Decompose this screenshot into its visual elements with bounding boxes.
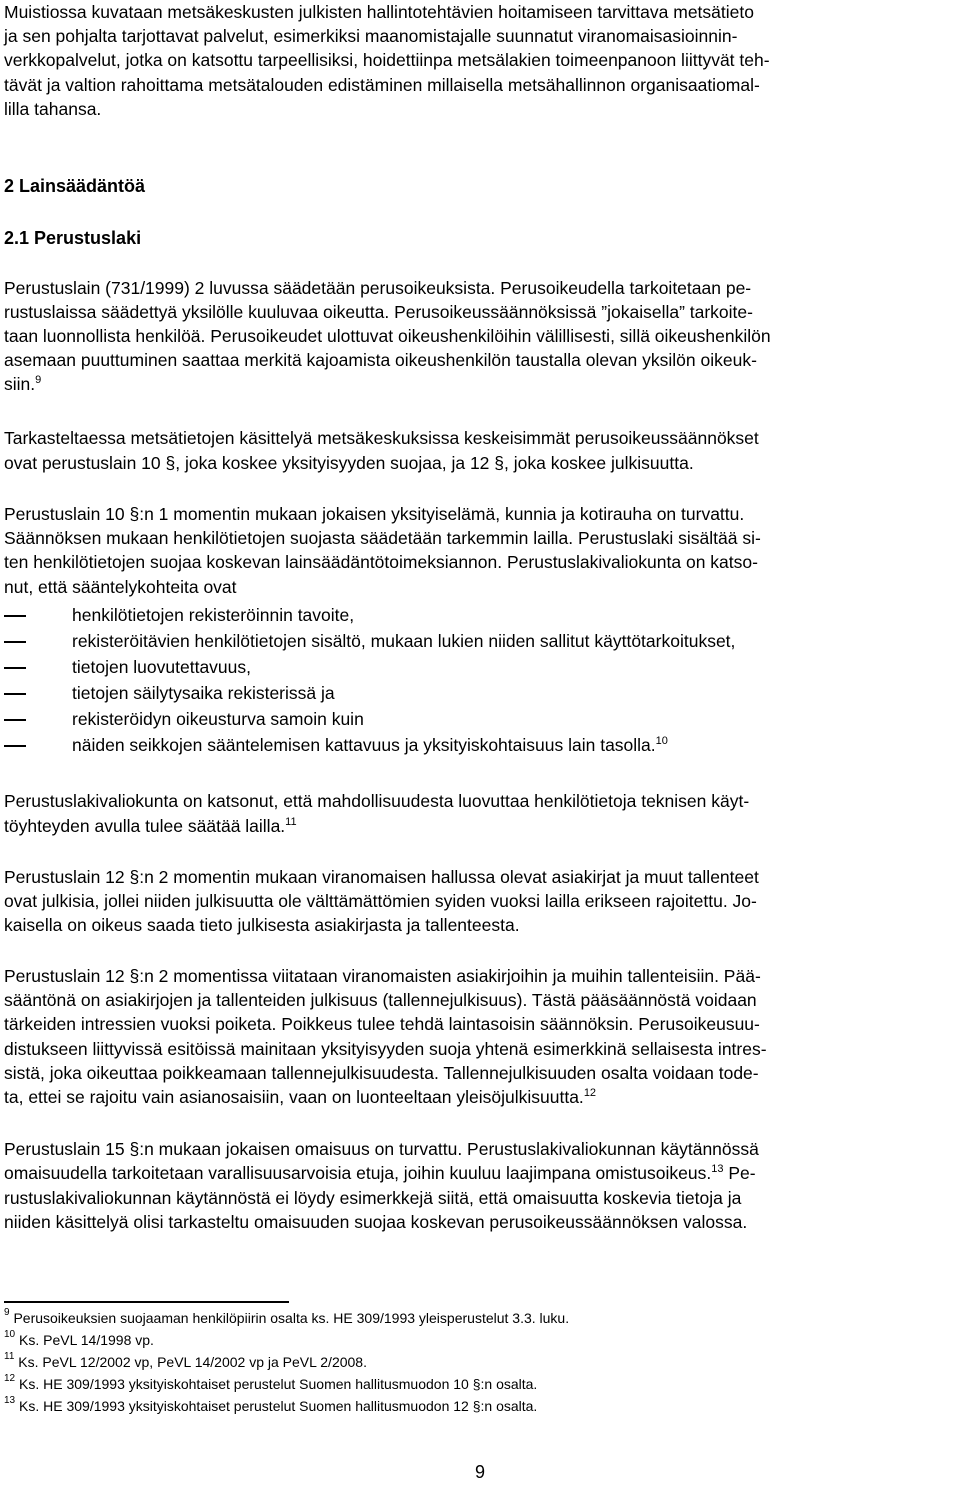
paragraph-text: Perustuslain 10 §:n 1 momentin mukaan jokaisen yksityiselämä, kunnia ja kotirauha on turvattu. <box>4 504 745 524</box>
paragraph-line <box>4 1038 767 1060</box>
list-item <box>4 734 956 756</box>
paragraph-text: siin. <box>4 374 36 394</box>
paragraph-line <box>4 1013 760 1035</box>
intro-text: lilla tahansa. <box>4 99 102 119</box>
list-item-text <box>72 734 668 756</box>
footnote-number: 10 <box>4 1329 16 1340</box>
list-item <box>4 630 956 652</box>
paragraph-line <box>4 989 757 1011</box>
paragraph-text: ovat julkisia, jollei niiden julkisuutta ole välttämättömien syiden vuoksi lailla erikseen rajoitettu. Jo- <box>4 891 757 911</box>
footnote-divider <box>4 1301 289 1303</box>
dash-icon <box>4 667 26 669</box>
intro-text: verkkopalvelut, jotka on katsottu tarpeellisiksi, hoidettiinpa metsälakien toimeenpanoon liittyvät teh- <box>4 50 770 70</box>
paragraph-line <box>4 790 749 812</box>
intro-text: Muistiossa kuvataan metsäkeskusten julkisten hallintotehtävien hoitamiseen tarvittava metsätieto <box>4 2 754 22</box>
paragraph-text: rustuslakivaliokunnan käytännöstä ei löydy esimerkkejä siitä, että omaisuutta koskevia tietoja ja <box>4 1188 742 1208</box>
paragraph-line <box>4 1162 756 1184</box>
intro-line <box>4 25 737 47</box>
dash-icon <box>4 615 26 617</box>
paragraph-line <box>4 866 759 888</box>
paragraph-line <box>4 1211 747 1233</box>
footnote-text: Perusoikeuksien suojaaman henkilöpiirin osalta ks. HE 309/1993 yleisperustelut 3.3. luku. <box>13 1310 570 1326</box>
footnote <box>4 1309 569 1327</box>
paragraph-text: ten henkilötietojen suojaa koskevan lainsäädäntötoimeksiannon. Perustuslakivaliokunta on katso- <box>4 552 758 572</box>
footnote-text: Ks. PeVL 14/1998 vp. <box>19 1332 154 1348</box>
dash-icon <box>4 719 26 721</box>
footnote-text: Ks. HE 309/1993 yksityiskohtaiset perustelut Suomen hallitusmuodon 10 §:n osalta. <box>19 1376 538 1392</box>
paragraph-line <box>4 1086 596 1108</box>
list-item <box>4 708 956 730</box>
section-heading: 2 Lainsäädäntöä <box>4 176 146 196</box>
paragraph-text: sistä, joka oikeuttaa poikkeamaan tallennejulkisuudesta. Tallennejulkisuuden osalta voidaan tode- <box>4 1063 759 1083</box>
footnote-number: 13 <box>4 1395 16 1406</box>
footnote-ref[interactable]: 12 <box>583 1087 597 1099</box>
paragraph-line <box>4 301 753 323</box>
list-item <box>4 682 956 704</box>
paragraph-text: Perustuslain 12 §:n 2 momentissa viitataan viranomaisten asiakirjoihin ja muihin tallenteisiin. Pää- <box>4 966 761 986</box>
footnote-ref[interactable]: 11 <box>285 816 297 828</box>
paragraph-line <box>4 503 744 525</box>
footnote-text: Ks. PeVL 12/2002 vp, PeVL 14/2002 vp ja PeVL 2/2008. <box>18 1354 367 1370</box>
paragraph-text: Perustuslakivaliokunta on katsonut, että mahdollisuudesta luovuttaa henkilötietoja teknisen käyt- <box>4 791 750 811</box>
intro-line <box>4 1 956 23</box>
paragraph-text: sääntönä on asiakirjojen ja tallenteiden julkisuus (tallennejulkisuus). Tästä pääsäännöstä voidaan <box>4 990 757 1010</box>
dash-icon <box>4 641 26 643</box>
paragraph-line <box>4 1062 759 1084</box>
paragraph-line <box>4 1138 759 1160</box>
list-item-text-body: näiden seikkojen sääntelemisen kattavuus ja yksityiskohtaisuus lain tasolla. <box>72 735 656 755</box>
list-item-text: tietojen säilytysaika rekisterissä ja <box>72 683 335 703</box>
paragraph-line <box>4 277 751 299</box>
paragraph-line <box>4 349 757 371</box>
footnote-ref[interactable]: 13 <box>711 1163 724 1175</box>
paragraph-text: Säännöksen mukaan henkilötietojen suojasta säädetään tarkemmin lailla. Perustuslaki sisältää si- <box>4 528 761 548</box>
paragraph-line <box>4 452 694 474</box>
paragraph-text: taan luonnollista henkilöä. Perusoikeudet ulottuvat oikeushenkilöihin välillisesti, sillä oikeushenkilön <box>4 326 771 346</box>
footnote <box>4 1375 537 1393</box>
paragraph-line <box>4 914 520 936</box>
footnote-ref[interactable]: 9 <box>35 374 42 386</box>
paragraph-text: ovat perustuslain 10 §, joka koskee yksityisyyden suojaa, ja 12 §, joka koskee julkisuutta. <box>4 453 694 473</box>
footnote-ref[interactable]: 10 <box>655 735 668 747</box>
paragraph-text: distukseen liittyvissä esitöissä mainitaan yksityisyyden suoja yhtenä esimerkkinä sellaisesta intres- <box>4 1039 767 1059</box>
paragraph-text: Perustuslain (731/1999) 2 luvussa säädetään perusoikeuksista. Perusoikeudella tarkoitetaan pe- <box>4 278 752 298</box>
paragraph-line <box>4 576 237 598</box>
paragraph-line <box>4 427 759 449</box>
subsection-heading: 2.1 Perustuslaki <box>4 228 142 248</box>
intro-text: ja sen pohjalta tarjottavat palvelut, esimerkiksi maanomistajalle suunnatut viranomaisasioinnin- <box>4 26 738 46</box>
dash-icon <box>4 745 26 747</box>
paragraph-text: omaisuudella tarkoitetaan varallisuusarvoisia etuja, joihin kuuluu laajimpana omistusoikeus. <box>4 1163 712 1183</box>
paragraph-text: Perustuslain 15 §:n mukaan jokaisen omaisuus on turvattu. Perustuslakivaliokunnan käytännössä <box>4 1139 759 1159</box>
paragraph-line <box>4 551 758 573</box>
intro-line <box>4 74 760 96</box>
dash-icon <box>4 693 26 695</box>
paragraph-text: Pe- <box>723 1163 756 1183</box>
paragraph-text: tärkeiden intressien vuoksi poiketa. Poikkeus tulee tehdä laintasoisin säännöksin. Perusoikeusuu- <box>4 1014 760 1034</box>
footnote-text: Ks. HE 309/1993 yksityiskohtaiset perustelut Suomen hallitusmuodon 12 §:n osalta. <box>19 1398 538 1414</box>
page-number: 9 <box>474 1462 485 1482</box>
footnote-number: 9 <box>4 1307 10 1318</box>
footnote-number: 12 <box>4 1373 16 1384</box>
paragraph-text: ta, ettei se rajoitu vain asianosaisiin, vaan on luonteeltaan yleisöjulkisuutta. <box>4 1087 584 1107</box>
paragraph-text: nut, että sääntelykohteita ovat <box>4 577 237 597</box>
list-item <box>4 604 956 626</box>
list-item-text: rekisteröitävien henkilötietojen sisältö, mukaan lukien niiden sallitut käyttötarkoitukset, <box>72 631 736 651</box>
footnote <box>4 1353 367 1371</box>
footnote <box>4 1331 154 1349</box>
intro-line <box>4 49 770 71</box>
paragraph-text: kaisella on oikeus saada tieto julkisesta asiakirjasta ja tallenteesta. <box>4 915 520 935</box>
intro-line <box>4 98 101 120</box>
intro-text: tävät ja valtion rahoittama metsätalouden edistäminen millaisella metsähallinnon organisaatiomal- <box>4 75 760 95</box>
paragraph-line <box>4 815 297 837</box>
footnote <box>4 1397 537 1415</box>
paragraph-text: töyhteyden avulla tulee säätää lailla. <box>4 816 286 836</box>
footnote-number: 11 <box>4 1351 15 1362</box>
list-item-text: henkilötietojen rekisteröinnin tavoite, <box>72 605 355 625</box>
paragraph-line <box>4 1187 741 1209</box>
paragraph-line <box>4 965 761 987</box>
paragraph-line <box>4 890 757 912</box>
paragraph-line <box>4 325 771 347</box>
list-item <box>4 656 956 678</box>
paragraph-text: niiden käsittelyä olisi tarkasteltu omaisuuden suojaa koskevan perusoikeussäännöksen valossa. <box>4 1212 748 1232</box>
paragraph-text: asemaan puuttuminen saattaa merkitä kajoamista oikeushenkilön taustalla olevan yksilön oikeuk- <box>4 350 757 370</box>
paragraph-text: Tarkasteltaessa metsätietojen käsittelyä metsäkeskuksissa keskeisimmät perusoikeussäännökset <box>4 428 759 448</box>
paragraph-text: rustuslaissa säädettyä yksilölle kuuluvaa oikeutta. Perusoikeussäännöksissä ”jokaisella” tarkoite- <box>4 302 753 322</box>
list-item-text: rekisteröidyn oikeusturva samoin kuin <box>72 709 364 729</box>
list-item-text: tietojen luovutettavuus, <box>72 657 252 677</box>
paragraph-line <box>4 373 41 395</box>
paragraph-text: Perustuslain 12 §:n 2 momentin mukaan viranomaisen hallussa olevat asiakirjat ja muut tallenteet <box>4 867 759 887</box>
paragraph-line <box>4 527 761 549</box>
